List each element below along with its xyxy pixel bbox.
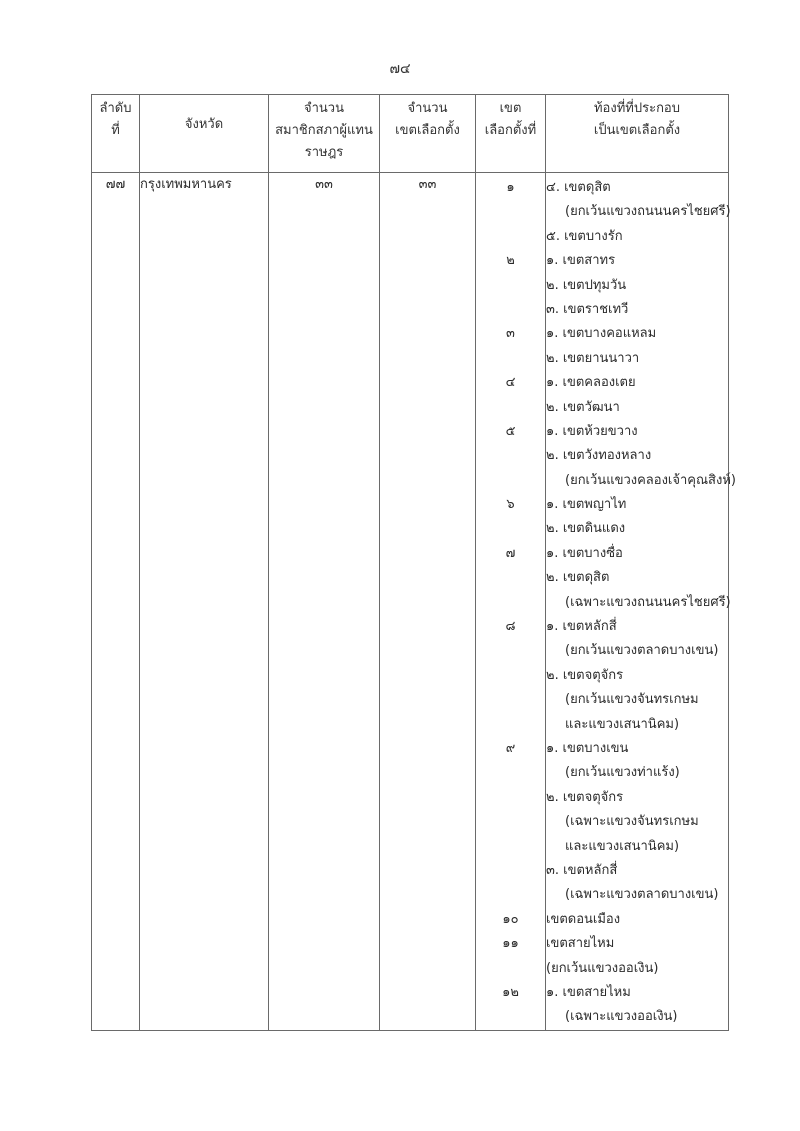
area-line: ๔. เขตดุสิต [546,180,611,195]
electoral-district-table [91,94,736,1031]
district-number-column [476,173,546,1031]
district-number [476,469,545,493]
area-line: ๑. เขตคลองเตย [546,375,636,391]
district-number [476,1005,545,1029]
area-line: (เฉพาะแขวงตลาดบางเขน) [565,887,719,903]
area-line: (ยกเว้นแขวงถนนนครไชยศรี) [565,204,731,220]
district-number: ๙ [505,740,516,756]
header-members: จำนวน สมาชิกสภาผู้แทน ราษฎร [269,95,380,173]
header-areas: ท้องที่ที่ประกอบ เป็นเขตเลือกตั้ง [546,95,729,173]
area-line: ๒. เขตจตุจักร [546,667,624,683]
district-number [476,225,545,249]
district-number [476,761,545,785]
district-number: ๒ [506,253,515,269]
row-members: ๓๓ [269,173,380,1031]
area-line: เขตสายไหม [546,936,615,952]
area-line: (ยกเว้นแขวงท่าแร้ง) [565,765,680,781]
table-row [92,173,729,1031]
area-line: ๒. เขตวังทองหลาง [546,448,652,464]
district-number: ๑๐ [502,911,519,927]
district-number [476,347,545,371]
header-districts: จำนวน เขตเลือกตั้ง [380,95,476,173]
area-line: ๒. เขตปทุมวัน [546,277,627,293]
area-line: เขตดอนเมือง [546,911,621,927]
district-number: ๑๑ [502,936,519,952]
area-line: และแขวงเสนานิคม) [565,838,680,854]
district-number [476,444,545,468]
area-line: ๓. เขตราชเทวี [546,301,629,317]
area-line: (ยกเว้นแขวงออเงิน) [546,960,659,976]
district-number [476,639,545,663]
district-number [476,396,545,420]
district-number [476,713,545,737]
district-number [476,274,545,298]
area-line: ๒. เขตดุสิต [546,570,610,586]
district-number [476,688,545,712]
district-number: ๑ [506,180,515,195]
header-seq: ลำดับ ที่ [92,95,140,173]
area-line: ๑. เขตพญาไท [546,497,627,513]
district-number [476,835,545,859]
table-header-row [92,95,729,173]
area-line: (ยกเว้นแขวงจันทรเกษม [565,692,699,708]
area-line: (ยกเว้นแขวงตลาดบางเขน) [565,643,719,659]
district-number: ๖ [506,497,515,513]
district-number: ๕ [505,423,516,439]
district-number [476,591,545,615]
district-number [476,566,545,590]
area-line: (เฉพาะแขวงถนนนครไชยศรี) [565,594,731,610]
area-line: ๕. เขตบางรัก [546,228,623,244]
area-line: ๑. เขตสาทร [546,253,616,269]
district-number [476,957,545,981]
district-number [476,859,545,883]
district-number: ๑๒ [502,984,519,1000]
page-number: ๗๔ [389,61,411,77]
area-column [546,173,736,1031]
area-line: ๑. เขตบางซื่อ [546,545,623,561]
district-number [476,517,545,541]
district-number [476,298,545,322]
district-number [476,786,545,810]
area-line: (เฉพาะแขวงออเงิน) [565,1009,678,1025]
area-line: ๑. เขตห้วยขวาง [546,423,638,439]
row-seq: ๗๗ [92,173,140,1031]
area-line: (ยกเว้นแขวงคลองเจ้าคุณสิงห์) [565,472,736,488]
area-line: ๑. เขตบางเขน [546,740,629,756]
district-number [476,200,545,224]
district-number [476,883,545,907]
area-line: ๒. เขตยานนาวา [546,350,640,366]
area-line: ๑. เขตหลักสี่ [546,619,617,635]
area-line: ๑. เขตสายไหม [546,984,631,1000]
area-line: และแขวงเสนานิคม) [565,716,680,732]
district-number: ๗ [505,545,516,561]
row-districts: ๓๓ [380,173,476,1031]
district-number [476,664,545,688]
area-line: ๓. เขตหลักสี่ [546,862,618,878]
district-number [476,810,545,834]
area-line: ๒. เขตวัฒนา [546,399,620,415]
header-district-no: เขต เลือกตั้งที่ [476,95,546,173]
area-line: ๑. เขตบางคอแหลม [546,326,657,342]
area-line: ๒. เขตจตุจักร [546,789,624,805]
area-line: (เฉพาะแขวงจันทรเกษม [565,814,699,830]
area-line: ๒. เขตดินแดง [546,521,626,537]
district-number: ๘ [505,619,516,635]
header-province: จังหวัด [140,95,269,173]
district-number: ๓ [506,326,515,342]
row-province: กรุงเทพมหานคร [140,173,269,1031]
district-number: ๔ [505,375,516,391]
